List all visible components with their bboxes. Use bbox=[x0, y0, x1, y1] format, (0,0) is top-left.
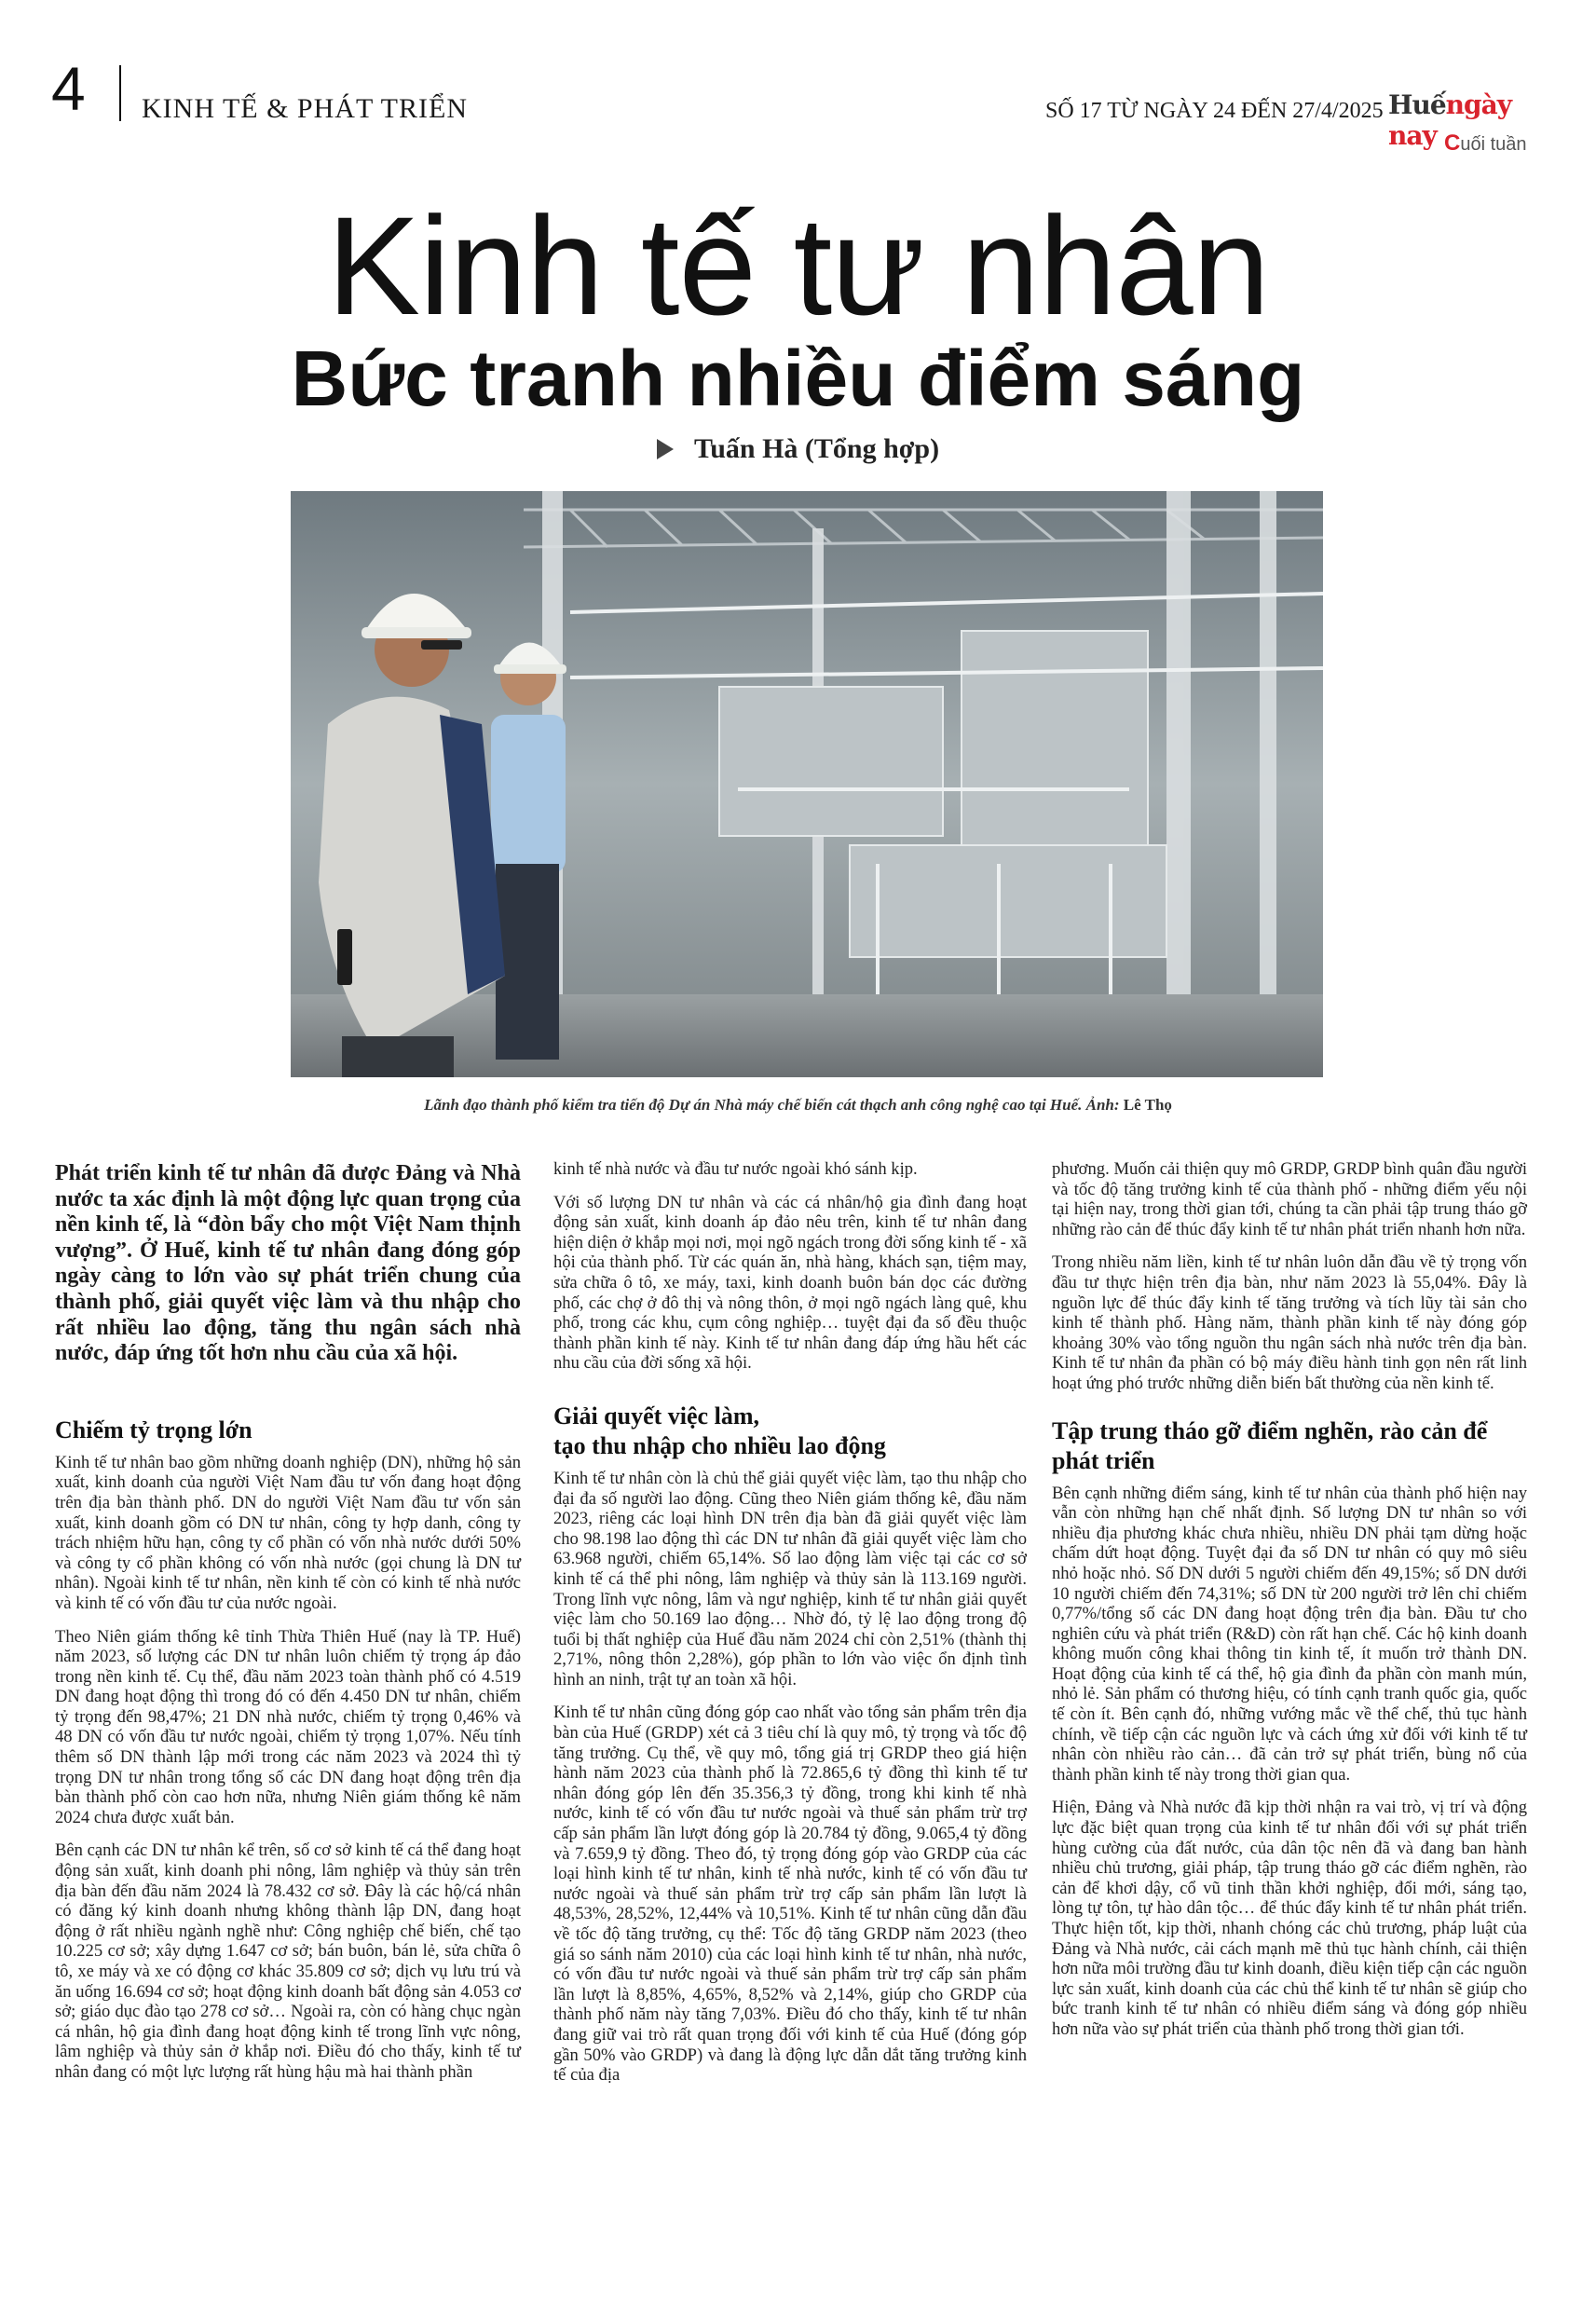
section-heading-1: Chiếm tỷ trọng lớn bbox=[55, 1416, 252, 1443]
section-heading-2-line2: tạo thu nhập cho nhiều lao động bbox=[553, 1431, 886, 1459]
article-subtitle: Bức tranh nhiều điểm sáng bbox=[291, 335, 1305, 422]
article-photo bbox=[291, 491, 1323, 1077]
paragraph: Kinh tế tư nhân cũng đóng góp cao nhất vào tổng sản phẩm trên địa bàn của Huế (GRDP) xét cả 3 tiêu chí là quy mô, tỷ trọng và tốc độ tăng trưởng. Cụ thể, về quy mô, tổng giá trị GRDP theo giá hiện hành năm 2023 của thành phố là 72.865,6 tỷ đồng thì kinh tế tư nhân đóng góp lên đến 35.356,3 tỷ đồng, trong khi kinh tế nhà nước, kinh tế có vốn đầu tư nước ngoài và thuế sản phẩm trừ trợ cấp sản phẩm lần lượt đóng góp là 20.784 tỷ đồng, 9.065,4 tỷ đồng và 7.659,9 tỷ đồng. Theo đó, tỷ trọng đóng góp vào GRDP của các loại hình kinh tế tư nhân, kinh tế nhà nước, kinh tế có vốn đầu tư nước ngoài và thuế sản phẩm trừ trợ cấp sản phẩm lần lượt là 48,53%, 28,52%, 12,44% và 10,51%. Kinh tế tư nhân cũng dẫn đầu về tốc độ tăng trưởng, cụ thể: Tốc độ tăng GRDP năm 2023 (theo giá so sánh năm 2010) của các loại hình kinh tế tư nhân, nhà nước, có vốn đầu tư nước ngoài và thuế sản phẩm trừ trợ cấp sản phẩm lần lượt là 8,85%, 4,65%, 8,52% và 2,14%, giúp cho GRDP của thành phố năm này tăng 7,03%. Điều đó cho thấy, kinh tế tư nhân đang giữ vai trò rất quan trọng đối với kinh tế của Huế (đóng góp gần 50% vào GRDP) và đang là động lực dẫn dắt tăng trưởng kinh tế của địa bbox=[553, 1703, 1027, 2086]
paragraph: Bên cạnh các DN tư nhân kể trên, số cơ sở kinh tế cá thể đang hoạt động sản xuất, kinh doanh phi nông, lâm nghiệp và thủy sản trên địa bàn đến đầu năm 2024 là 78.432 cơ sở. Đây là các hộ/cá nhân có đăng ký kinh doanh nhưng không thành lập DN, đang hoạt động ở rất nhiều ngành nghề như: Công nghiệp chế biến, chế tạo 10.225 cơ sở; xây dựng 1.647 cơ sở; bán buôn, bán lẻ, sửa chữa ô tô, xe máy và xe có động cơ khác 35.809 cơ sở; dịch vụ lưu trú và ăn uống 16.694 cơ sở; hoạt động kinh doanh bất động sản 4.053 cơ sở; giáo dục đào tạo 278 cơ sở… Ngoài ra, còn có hàng chục ngàn cá nhân, hộ gia đình đang hoạt động kinh tế trong lĩnh vực nông, lâm nghiệp và thủy sản ở khắp nơi. Điều đó cho thấy, kinh tế tư nhân đang có một lực lượng rất hùng hậu mà hai thành phần bbox=[55, 1840, 521, 2082]
paragraph: Trong nhiều năm liền, kinh tế tư nhân luôn dẫn đầu về tỷ trọng vốn đầu tư thực hiện trên địa bàn, như năm 2023 là 55,04%. Đây là nguồn lực để thúc đẩy kinh tế tăng trưởng và tích lũy tài sản cho kinh tế thành phố. Hàng năm, thành phần kinh tế này đóng góp khoảng 30% vào tổng nguồn thu ngân sách nhà nước trên địa bàn. Kinh tế tư nhân đa phần có bộ máy điều hành tinh gọn nên rất linh hoạt ứng phó trước những diễn biến bất thường của nền kinh tế. bbox=[1052, 1252, 1527, 1393]
paragraph: Với số lượng DN tư nhân và các cá nhân/hộ gia đình đang hoạt động sản xuất, kinh doanh áp đảo nêu trên, kinh tế tư nhân đang hiện diện ở khắp mọi nơi, mọi ngõ ngách trong đời sống kinh tế - xã hội của thành phố. Từ các quán ăn, nhà hàng, khách sạn, tiệm may, sửa chữa ô tô, xe máy, taxi, kinh doanh buôn bán dọc các đường phố, các chợ ở đô thị và nông thôn, ở mọi ngõ ngách làng quê, khu phố, trong các khu, cụm công nghiệp… tuyệt đại đa số đều thuộc thành phần kinh tế này. Kinh tế tư nhân đang đáp ứng hầu hết các nhu cầu của đời sống xã hội. bbox=[553, 1192, 1027, 1374]
section-heading-2 bbox=[553, 1402, 1027, 1461]
paragraph: Kinh tế tư nhân còn là chủ thể giải quyết việc làm, tạo thu nhập cho đại đa số người lao động. Cũng theo Niên giám thống kê, đầu năm 2023, riêng các loại hình DN trên địa bàn đã giải quyết việc làm cho 98.198 lao động thì các DN tư nhân đã giải quyết việc làm cho 63.968 người, chiếm 65,14%. Số lao động làm việc tại các cơ sở kinh tế cá thể phi nông, lâm nghiệp và thủy sản là 113.169 người. Trong lĩnh vực nông, lâm và ngư nghiệp, kinh tế tư nhân giải quyết việc làm cho 50.169 lao động… Nhờ đó, tỷ lệ lao động trong độ tuổi bị thất nghiệp của Huế đầu năm 2024 chỉ còn 2,51% (thành thị 2,71%, nông thôn 2,28%), góp phần to lớn vào việc ổn định tình hình an ninh, trật tự an toàn xã hội. bbox=[553, 1468, 1027, 1690]
paragraph: kinh tế nhà nước và đầu tư nước ngoài khó sánh kịp. bbox=[553, 1159, 918, 1179]
logo-sub-text: uối tuần bbox=[1460, 134, 1527, 155]
caption-text: Lãnh đạo thành phố kiểm tra tiến độ Dự án Nhà máy chế biến cát thạch anh công nghệ cao tại Huế. Ảnh: bbox=[424, 1096, 1124, 1114]
logo-sub-letter: C bbox=[1444, 130, 1461, 156]
paragraph: Bên cạnh những điểm sáng, kinh tế tư nhân của thành phố hiện nay vẫn còn những hạn chế nhất định. Số lượng DN tư nhân so với nhiều địa phương khác chưa nhiều, nhiều DN phải tạm dừng hoặc chấm dứt hoạt động. Tuyệt đại đa số DN tư nhân có quy mô siêu nhỏ hoặc nhỏ. Số DN dưới 5 người chiếm đến 49,15%; số DN dưới 10 người chiếm đến 74,31%; số DN từ 200 người trở lên chỉ chiếm 0,77%/tổng số các DN đang hoạt động trên địa bàn. Đầu tư cho nghiên cứu và phát triển (R&D) còn rất hạn chế. Các hộ kinh doanh không muốn công khai thông tin kinh tế, ít muốn trở thành DN. Hoạt động của kinh tế cá thể, hộ gia đình đa phần còn manh mún, nhỏ lẻ. Sản phẩm có thương hiệu, có tính cạnh tranh quốc gia, quốc tế còn ít. Bên cạnh đó, những vướng mắc về thể chế, thủ tục hành chính, về tiếp cận các nguồn lực và cách ứng xử đối với kinh tế tư nhân còn nhiều rào cản… đã cản trở sự phát triển, bùng nổ của thành phần kinh tế này trong thời gian qua. bbox=[1052, 1483, 1527, 1785]
publication-logo bbox=[1388, 89, 1547, 164]
section-heading-2-line1: Giải quyết việc làm, bbox=[553, 1402, 759, 1430]
byline bbox=[0, 433, 1596, 465]
article-title: Kinh tế tư nhân bbox=[326, 187, 1270, 344]
column-3 bbox=[1052, 1159, 1527, 2053]
paragraph: Theo Niên giám thống kê tỉnh Thừa Thiên Huế (nay là TP. Huế) năm 2023, số lượng các DN tư nhân luôn chiếm tỷ trọng áp đảo trong nền kinh tế. Cụ thể, đầu năm 2023 toàn thành phố có 4.519 DN đang hoạt động thì trong đó có đến 4.450 DN tư nhân, chiếm tỷ trọng đến 98,47%; 21 DN nhà nước, chiếm tỷ trọng 0,46% và 48 DN có vốn đầu tư nước ngoài, chiếm tỷ trọng 1,07%. Nếu tính thêm số DN thành lập mới trong các năm 2023 và 2024 thì tỷ trọng DN tư nhân trong tổng số các DN đang hoạt động trên địa bàn thành phố còn cao hơn nữa, nhưng Niên giám thống kê năm 2024 chưa được xuất bản. bbox=[55, 1626, 521, 1827]
logo-name-accent: ngày nay bbox=[1388, 89, 1511, 151]
article-lead: Phát triển kinh tế tư nhân đã được Đảng và Nhà nước ta xác định là một động lực quan trọng của nền kinh tế, là “đòn bẩy cho một Việt Nam thịnh vượng”. Ở Huế, kinh tế tư nhân đang đóng góp ngày càng to lớn vào sự phát triển chung của thành phố, giải quyết việc làm và thu nhập cho rất nhiều lao động, tăng thu ngân sách nhà nước, đáp ứng tốt hơn nhu cầu của xã hội. bbox=[55, 1161, 521, 1366]
page-number: 4 bbox=[51, 54, 86, 123]
section-heading-3: Tập trung tháo gỡ điểm nghẽn, rào cản để phát triển bbox=[1052, 1416, 1488, 1474]
play-triangle-icon bbox=[657, 439, 674, 459]
paragraph: Kinh tế tư nhân bao gồm những doanh nghiệp (DN), những hộ sản xuất, kinh doanh của người Việt Nam đầu tư vốn đang hoạt động trên địa bàn thành phố. DN do người Việt Nam đầu tư vốn sản xuất, kinh doanh gồm có DN tư nhân, công ty hợp danh, công ty trách nhiệm hữu hạn, công ty cổ phần có vốn nhà nước dưới 50% và công ty cổ phần không có vốn nhà nước (gọi chung là DN tư nhân). Ngoài kinh tế tư nhân, nền kinh tế còn có kinh tế nhà nước và kinh tế có vốn đầu tư của nước ngoài. bbox=[55, 1452, 521, 1613]
header-divider bbox=[119, 65, 121, 121]
section-title: KINH TẾ & PHÁT TRIỂN bbox=[142, 93, 468, 124]
paragraph: phương. Muốn cải thiện quy mô GRDP, GRDP bình quân đầu người và tốc độ tăng trưởng kinh tế của thành phố - những điểm yếu nội tại hiện nay, trong thời gian tới, chúng ta cần phải tập trung tháo gỡ những rào cản để thúc đẩy kinh tế tư nhân phát triển nhanh hơn nữa. bbox=[1052, 1159, 1527, 1239]
column-1 bbox=[55, 1161, 521, 2096]
issue-info: SỐ 17 TỪ NGÀY 24 ĐẾN 27/4/2025 bbox=[1045, 99, 1384, 123]
photo-credit: Lê Thọ bbox=[1123, 1096, 1172, 1114]
photo-caption bbox=[0, 1096, 1596, 1115]
logo-name: Huế bbox=[1388, 89, 1446, 120]
byline-author: Tuấn Hà (Tổng hợp) bbox=[693, 433, 940, 464]
paragraph: Hiện, Đảng và Nhà nước đã kịp thời nhận ra vai trò, vị trí và động lực đặc biệt quan trọng của kinh tế tư nhân đối với sự phát triển hùng cường của đất nước, của dân tộc nên đã và đang ban hành nhiều chủ trương, giải pháp, tập trung tháo gỡ các điểm nghẽn, rào cản để khơi dậy, cổ vũ tinh thần khởi nghiệp, đổi mới, sáng tạo, lòng tự tôn, tự hào dân tộc… để thúc đẩy kinh tế tư nhân phát triển. Thực hiện tốt, kịp thời, nhanh chóng các chủ trương, pháp luật của Đảng và Nhà nước, cải cách mạnh mẽ thủ tục hành chính, cải thiện hơn nữa môi trường đầu tư kinh doanh, điều kiện tiếp cận các nguồn lực sản xuất, kinh doanh của các chủ thể kinh tế tư nhân sẽ giúp cho bức tranh kinh tế tư nhân có nhiều điểm sáng và đóng góp nhiều hơn nữa vào sự phát triển của thành phố trong thời gian tới. bbox=[1052, 1798, 1527, 2039]
factory-inspection-photo bbox=[291, 491, 1323, 1077]
column-2 bbox=[553, 1159, 1027, 2099]
